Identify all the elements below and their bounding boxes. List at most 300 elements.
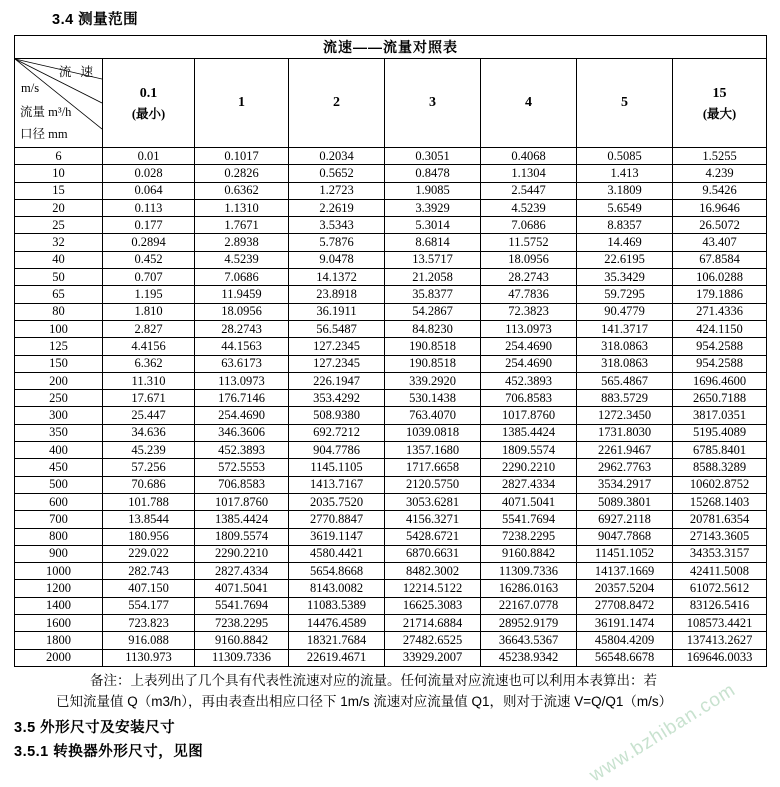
table-note — [14, 671, 766, 713]
cell-flow-rate-5: 9047.7868 — [577, 528, 673, 545]
cell-flow-rate-3: 763.4070 — [385, 407, 481, 424]
cell-diameter: 700 — [15, 511, 103, 528]
cell-flow-rate-5: 90.4779 — [577, 303, 673, 320]
cell-flow-rate-5: 45804.4209 — [577, 632, 673, 649]
cell-diameter: 350 — [15, 424, 103, 441]
table-row — [15, 182, 767, 199]
cell-flow-rate-5: 2962.7763 — [577, 459, 673, 476]
cell-flow-rate-6: 34353.3157 — [673, 545, 767, 562]
cell-flow-rate-1: 1.1310 — [195, 199, 289, 216]
cell-flow-rate-1: 0.2826 — [195, 165, 289, 182]
cell-flow-rate-6: 10602.8752 — [673, 476, 767, 493]
cell-flow-rate-1: 63.6173 — [195, 355, 289, 372]
cell-flow-rate-6: 61072.5612 — [673, 580, 767, 597]
cell-flow-rate-5: 5.6549 — [577, 199, 673, 216]
cell-flow-rate-5: 3.1809 — [577, 182, 673, 199]
cell-flow-rate-5: 5089.3801 — [577, 493, 673, 510]
column-header-4-value: 4 — [525, 94, 532, 110]
cell-flow-rate-5: 318.0863 — [577, 355, 673, 372]
column-header-1 — [195, 59, 289, 148]
cell-flow-rate-1: 1.7671 — [195, 217, 289, 234]
column-header-0-value: 0.1 — [139, 85, 158, 101]
table-row — [15, 511, 767, 528]
cell-flow-rate-2: 23.8918 — [289, 286, 385, 303]
cell-flow-rate-5: 59.7295 — [577, 286, 673, 303]
table-row — [15, 303, 767, 320]
cell-diameter: 300 — [15, 407, 103, 424]
cell-flow-rate-6: 15268.1403 — [673, 493, 767, 510]
cell-flow-rate-1: 254.4690 — [195, 407, 289, 424]
cell-flow-rate-3: 13.5717 — [385, 251, 481, 268]
table-row — [15, 597, 767, 614]
cell-flow-rate-0: 1.810 — [103, 303, 195, 320]
cell-flow-rate-3: 339.2920 — [385, 372, 481, 389]
cell-flow-rate-3: 21714.6884 — [385, 615, 481, 632]
cell-flow-rate-6: 8588.3289 — [673, 459, 767, 476]
cell-flow-rate-3: 27482.6525 — [385, 632, 481, 649]
cell-flow-rate-1: 11309.7336 — [195, 649, 289, 666]
cell-flow-rate-4: 254.4690 — [481, 355, 577, 372]
cell-flow-rate-6: 179.1886 — [673, 286, 767, 303]
cell-flow-rate-3: 21.2058 — [385, 269, 481, 286]
cell-flow-rate-3: 8.6814 — [385, 234, 481, 251]
cell-flow-rate-3: 1039.0818 — [385, 424, 481, 441]
cell-flow-rate-1: 113.0973 — [195, 372, 289, 389]
cell-flow-rate-1: 706.8583 — [195, 476, 289, 493]
cell-flow-rate-1: 452.3893 — [195, 442, 289, 459]
cell-flow-rate-1: 18.0956 — [195, 303, 289, 320]
cell-flow-rate-6: 424.1150 — [673, 320, 767, 337]
cell-diameter: 450 — [15, 459, 103, 476]
cell-flow-rate-5: 14.469 — [577, 234, 673, 251]
cell-diameter: 6 — [15, 148, 103, 165]
cell-flow-rate-3: 6870.6631 — [385, 545, 481, 562]
cell-flow-rate-5: 22.6195 — [577, 251, 673, 268]
cell-flow-rate-4: 9160.8842 — [481, 545, 577, 562]
cell-flow-rate-6: 5195.4089 — [673, 424, 767, 441]
cell-flow-rate-3: 530.1438 — [385, 390, 481, 407]
cell-diameter: 15 — [15, 182, 103, 199]
cell-flow-rate-0: 2.827 — [103, 320, 195, 337]
cell-flow-rate-4: 47.7836 — [481, 286, 577, 303]
cell-flow-rate-0: 101.788 — [103, 493, 195, 510]
table-row — [15, 649, 767, 666]
cell-flow-rate-2: 2770.8847 — [289, 511, 385, 528]
cell-flow-rate-2: 127.2345 — [289, 355, 385, 372]
cell-flow-rate-4: 22167.0778 — [481, 597, 577, 614]
cell-flow-rate-3: 54.2867 — [385, 303, 481, 320]
cell-flow-rate-2: 22619.4671 — [289, 649, 385, 666]
table-row — [15, 545, 767, 562]
table-row — [15, 217, 767, 234]
cell-flow-rate-1: 2827.4334 — [195, 563, 289, 580]
cell-flow-rate-0: 0.177 — [103, 217, 195, 234]
cell-diameter: 900 — [15, 545, 103, 562]
cell-diameter: 20 — [15, 199, 103, 216]
column-header-0-sub: (最小) — [131, 107, 166, 122]
table-row — [15, 476, 767, 493]
cell-flow-rate-6: 4.239 — [673, 165, 767, 182]
cell-flow-rate-0: 70.686 — [103, 476, 195, 493]
table-row — [15, 528, 767, 545]
cell-flow-rate-5: 6927.2118 — [577, 511, 673, 528]
cell-flow-rate-6: 26.5072 — [673, 217, 767, 234]
table-title: 流速——流量对照表 — [15, 36, 767, 59]
cell-flow-rate-3: 3053.6281 — [385, 493, 481, 510]
cell-flow-rate-5: 3534.2917 — [577, 476, 673, 493]
cell-flow-rate-3: 0.3051 — [385, 148, 481, 165]
cell-flow-rate-6: 954.2588 — [673, 355, 767, 372]
cell-flow-rate-1: 28.2743 — [195, 320, 289, 337]
cell-flow-rate-3: 1.9085 — [385, 182, 481, 199]
cell-flow-rate-0: 180.956 — [103, 528, 195, 545]
cell-flow-rate-5: 35.3429 — [577, 269, 673, 286]
column-header-0 — [103, 59, 195, 148]
cell-flow-rate-6: 6785.8401 — [673, 442, 767, 459]
table-row — [15, 563, 767, 580]
table-row — [15, 234, 767, 251]
table-row — [15, 442, 767, 459]
cell-diameter: 1600 — [15, 615, 103, 632]
cell-flow-rate-3: 0.8478 — [385, 165, 481, 182]
cell-flow-rate-4: 1385.4424 — [481, 424, 577, 441]
cell-diameter: 10 — [15, 165, 103, 182]
cell-flow-rate-5: 27708.8472 — [577, 597, 673, 614]
cell-flow-rate-0: 34.636 — [103, 424, 195, 441]
cell-flow-rate-0: 0.707 — [103, 269, 195, 286]
cell-flow-rate-2: 1413.7167 — [289, 476, 385, 493]
cell-flow-rate-6: 3817.0351 — [673, 407, 767, 424]
cell-flow-rate-3: 3.3929 — [385, 199, 481, 216]
cell-flow-rate-1: 4.5239 — [195, 251, 289, 268]
table-row — [15, 269, 767, 286]
cell-flow-rate-5: 8.8357 — [577, 217, 673, 234]
cell-flow-rate-6: 108573.4421 — [673, 615, 767, 632]
cell-diameter: 250 — [15, 390, 103, 407]
cell-flow-rate-0: 554.177 — [103, 597, 195, 614]
cell-flow-rate-3: 8482.3002 — [385, 563, 481, 580]
cell-flow-rate-5: 141.3717 — [577, 320, 673, 337]
cell-flow-rate-0: 13.8544 — [103, 511, 195, 528]
table-row — [15, 199, 767, 216]
cell-diameter: 200 — [15, 372, 103, 389]
cell-flow-rate-5: 36191.1474 — [577, 615, 673, 632]
cell-flow-rate-2: 2.2619 — [289, 199, 385, 216]
column-header-5 — [577, 59, 673, 148]
cell-flow-rate-1: 2290.2210 — [195, 545, 289, 562]
cell-flow-rate-4: 28952.9179 — [481, 615, 577, 632]
cell-flow-rate-1: 1809.5574 — [195, 528, 289, 545]
cell-flow-rate-0: 0.2894 — [103, 234, 195, 251]
cell-flow-rate-2: 904.7786 — [289, 442, 385, 459]
cell-flow-rate-4: 18.0956 — [481, 251, 577, 268]
cell-flow-rate-1: 44.1563 — [195, 338, 289, 355]
cell-diameter: 100 — [15, 320, 103, 337]
cell-diameter: 32 — [15, 234, 103, 251]
cell-flow-rate-4: 113.0973 — [481, 320, 577, 337]
cell-flow-rate-2: 5.7876 — [289, 234, 385, 251]
cell-flow-rate-4: 254.4690 — [481, 338, 577, 355]
cell-flow-rate-2: 18321.7684 — [289, 632, 385, 649]
table-row — [15, 493, 767, 510]
cell-diameter: 40 — [15, 251, 103, 268]
cell-flow-rate-2: 2035.7520 — [289, 493, 385, 510]
cell-flow-rate-3: 84.8230 — [385, 320, 481, 337]
cell-flow-rate-0: 723.823 — [103, 615, 195, 632]
cell-flow-rate-2: 36.1911 — [289, 303, 385, 320]
cell-flow-rate-1: 176.7146 — [195, 390, 289, 407]
cell-diameter: 800 — [15, 528, 103, 545]
cell-flow-rate-3: 1357.1680 — [385, 442, 481, 459]
cell-flow-rate-0: 0.01 — [103, 148, 195, 165]
cell-flow-rate-2: 0.2034 — [289, 148, 385, 165]
cell-flow-rate-2: 0.5652 — [289, 165, 385, 182]
flow-velocity-table — [14, 35, 767, 667]
cell-flow-rate-1: 5541.7694 — [195, 597, 289, 614]
table-row — [15, 355, 767, 372]
table-row — [15, 424, 767, 441]
cell-flow-rate-4: 45238.9342 — [481, 649, 577, 666]
table-row — [15, 580, 767, 597]
cell-flow-rate-4: 706.8583 — [481, 390, 577, 407]
cell-flow-rate-6: 1.5255 — [673, 148, 767, 165]
table-row — [15, 615, 767, 632]
cell-flow-rate-6: 137413.2627 — [673, 632, 767, 649]
cell-flow-rate-1: 572.5553 — [195, 459, 289, 476]
cell-flow-rate-2: 14.1372 — [289, 269, 385, 286]
cell-flow-rate-0: 229.022 — [103, 545, 195, 562]
cell-flow-rate-0: 6.362 — [103, 355, 195, 372]
cell-flow-rate-5: 1731.8030 — [577, 424, 673, 441]
cell-flow-rate-2: 8143.0082 — [289, 580, 385, 597]
cell-flow-rate-1: 9160.8842 — [195, 632, 289, 649]
cell-flow-rate-5: 20357.5204 — [577, 580, 673, 597]
cell-flow-rate-0: 282.743 — [103, 563, 195, 580]
cell-flow-rate-4: 1.1304 — [481, 165, 577, 182]
cell-flow-rate-4: 1017.8760 — [481, 407, 577, 424]
heading-3-5-1: 3.5.1 转换器外形尺寸，见图 — [14, 743, 204, 760]
cell-flow-rate-3: 12214.5122 — [385, 580, 481, 597]
cell-flow-rate-6: 2650.7188 — [673, 390, 767, 407]
page-title: 3.4 测量范围 — [52, 12, 139, 28]
cell-diameter: 600 — [15, 493, 103, 510]
column-header-4 — [481, 59, 577, 148]
cell-flow-rate-4: 4071.5041 — [481, 493, 577, 510]
cell-flow-rate-2: 4580.4421 — [289, 545, 385, 562]
cell-flow-rate-3: 5.3014 — [385, 217, 481, 234]
cell-diameter: 50 — [15, 269, 103, 286]
cell-flow-rate-1: 1017.8760 — [195, 493, 289, 510]
table-header-row — [15, 59, 767, 148]
cell-flow-rate-1: 11.9459 — [195, 286, 289, 303]
table-row — [15, 632, 767, 649]
cell-flow-rate-6: 106.0288 — [673, 269, 767, 286]
cell-flow-rate-0: 11.310 — [103, 372, 195, 389]
column-header-1-value: 1 — [238, 94, 245, 110]
cell-flow-rate-5: 0.5085 — [577, 148, 673, 165]
cell-flow-rate-3: 33929.2007 — [385, 649, 481, 666]
cell-flow-rate-1: 7.0686 — [195, 269, 289, 286]
cell-flow-rate-6: 67.8584 — [673, 251, 767, 268]
cell-flow-rate-6: 16.9646 — [673, 199, 767, 216]
cell-flow-rate-1: 0.1017 — [195, 148, 289, 165]
cell-diameter: 1200 — [15, 580, 103, 597]
corner-label-flow-rate: 流量 m³/h — [20, 105, 72, 119]
cell-flow-rate-2: 5654.8668 — [289, 563, 385, 580]
cell-flow-rate-3: 190.8518 — [385, 355, 481, 372]
cell-flow-rate-2: 1.2723 — [289, 182, 385, 199]
table-row — [15, 459, 767, 476]
table-row — [15, 407, 767, 424]
cell-flow-rate-5: 11451.1052 — [577, 545, 673, 562]
cell-flow-rate-4: 7238.2295 — [481, 528, 577, 545]
cell-flow-rate-2: 226.1947 — [289, 372, 385, 389]
cell-flow-rate-2: 692.7212 — [289, 424, 385, 441]
cell-flow-rate-4: 36643.5367 — [481, 632, 577, 649]
cell-flow-rate-2: 3619.1147 — [289, 528, 385, 545]
cell-flow-rate-0: 25.447 — [103, 407, 195, 424]
table-title-row — [15, 36, 767, 59]
cell-flow-rate-4: 72.3823 — [481, 303, 577, 320]
cell-flow-rate-4: 5541.7694 — [481, 511, 577, 528]
table-row — [15, 372, 767, 389]
cell-flow-rate-6: 1696.4600 — [673, 372, 767, 389]
cell-flow-rate-0: 4.4156 — [103, 338, 195, 355]
cell-diameter: 2000 — [15, 649, 103, 666]
cell-flow-rate-2: 11083.5389 — [289, 597, 385, 614]
column-header-2-value: 2 — [333, 94, 340, 110]
table-row — [15, 148, 767, 165]
table-row — [15, 251, 767, 268]
cell-flow-rate-5: 1.413 — [577, 165, 673, 182]
cell-flow-rate-4: 452.3893 — [481, 372, 577, 389]
cell-flow-rate-6: 954.2588 — [673, 338, 767, 355]
table-body — [15, 148, 767, 667]
cell-diameter: 400 — [15, 442, 103, 459]
cell-flow-rate-4: 0.4068 — [481, 148, 577, 165]
cell-flow-rate-6: 42411.5008 — [673, 563, 767, 580]
cell-flow-rate-1: 7238.2295 — [195, 615, 289, 632]
watermark: www.bzhiban.com — [585, 679, 740, 787]
cell-flow-rate-0: 0.452 — [103, 251, 195, 268]
cell-flow-rate-4: 7.0686 — [481, 217, 577, 234]
cell-flow-rate-3: 5428.6721 — [385, 528, 481, 545]
table-row — [15, 390, 767, 407]
cell-diameter: 80 — [15, 303, 103, 320]
cell-flow-rate-4: 2290.2210 — [481, 459, 577, 476]
cell-flow-rate-3: 35.8377 — [385, 286, 481, 303]
cell-flow-rate-4: 2.5447 — [481, 182, 577, 199]
cell-flow-rate-5: 318.0863 — [577, 338, 673, 355]
cell-flow-rate-2: 3.5343 — [289, 217, 385, 234]
cell-flow-rate-2: 14476.4589 — [289, 615, 385, 632]
table-corner-cell — [15, 59, 103, 148]
cell-flow-rate-1: 1385.4424 — [195, 511, 289, 528]
cell-flow-rate-2: 9.0478 — [289, 251, 385, 268]
column-header-2 — [289, 59, 385, 148]
column-header-6-value: 15 — [712, 85, 727, 101]
cell-flow-rate-6: 9.5426 — [673, 182, 767, 199]
cell-flow-rate-1: 2.8938 — [195, 234, 289, 251]
cell-diameter: 125 — [15, 338, 103, 355]
cell-flow-rate-5: 883.5729 — [577, 390, 673, 407]
cell-flow-rate-2: 127.2345 — [289, 338, 385, 355]
cell-flow-rate-5: 1272.3450 — [577, 407, 673, 424]
cell-diameter: 500 — [15, 476, 103, 493]
cell-flow-rate-6: 27143.3605 — [673, 528, 767, 545]
cell-flow-rate-0: 45.239 — [103, 442, 195, 459]
cell-flow-rate-0: 916.088 — [103, 632, 195, 649]
cell-diameter: 1800 — [15, 632, 103, 649]
cell-diameter: 65 — [15, 286, 103, 303]
column-header-6-sub: (最大) — [702, 107, 737, 122]
note-line-2: 已知流量值 Q（m3/h），再由表查出相应口径下 1m/s 流速对应流量值 Q1，则对于流速 V=Q/Q1（m/s） — [56, 693, 673, 709]
cell-flow-rate-6: 169646.0033 — [673, 649, 767, 666]
cell-flow-rate-4: 2827.4334 — [481, 476, 577, 493]
note-line-1: 备注：上表列出了几个具有代表性流速对应的流量。任何流量对应流速也可以利用本表算出：若 — [90, 672, 657, 688]
cell-flow-rate-0: 57.256 — [103, 459, 195, 476]
column-header-3 — [385, 59, 481, 148]
cell-diameter: 1000 — [15, 563, 103, 580]
cell-flow-rate-4: 11.5752 — [481, 234, 577, 251]
cell-flow-rate-3: 16625.3083 — [385, 597, 481, 614]
cell-flow-rate-4: 16286.0163 — [481, 580, 577, 597]
table-row — [15, 338, 767, 355]
cell-flow-rate-1: 0.6362 — [195, 182, 289, 199]
corner-label-flow-speed: 流 速 — [58, 65, 96, 79]
cell-diameter: 150 — [15, 355, 103, 372]
cell-flow-rate-3: 4156.3271 — [385, 511, 481, 528]
cell-flow-rate-4: 28.2743 — [481, 269, 577, 286]
cell-flow-rate-1: 4071.5041 — [195, 580, 289, 597]
cell-flow-rate-4: 11309.7336 — [481, 563, 577, 580]
table-row — [15, 320, 767, 337]
heading-3-5: 3.5 外形尺寸及安装尺寸 — [14, 719, 176, 736]
cell-flow-rate-3: 2120.5750 — [385, 476, 481, 493]
cell-flow-rate-4: 1809.5574 — [481, 442, 577, 459]
cell-flow-rate-0: 1.195 — [103, 286, 195, 303]
cell-flow-rate-1: 346.3606 — [195, 424, 289, 441]
table-row — [15, 165, 767, 182]
cell-flow-rate-5: 2261.9467 — [577, 442, 673, 459]
cell-flow-rate-3: 190.8518 — [385, 338, 481, 355]
corner-label-diameter: 口径 mm — [20, 127, 68, 141]
cell-flow-rate-2: 1145.1105 — [289, 459, 385, 476]
cell-flow-rate-0: 0.064 — [103, 182, 195, 199]
column-header-6 — [673, 59, 767, 148]
cell-diameter: 25 — [15, 217, 103, 234]
column-header-3-value: 3 — [429, 94, 436, 110]
cell-flow-rate-6: 83126.5416 — [673, 597, 767, 614]
cell-flow-rate-0: 0.028 — [103, 165, 195, 182]
cell-diameter: 1400 — [15, 597, 103, 614]
cell-flow-rate-0: 1130.973 — [103, 649, 195, 666]
cell-flow-rate-0: 0.113 — [103, 199, 195, 216]
cell-flow-rate-4: 4.5239 — [481, 199, 577, 216]
cell-flow-rate-2: 353.4292 — [289, 390, 385, 407]
cell-flow-rate-6: 43.407 — [673, 234, 767, 251]
cell-flow-rate-5: 14137.1669 — [577, 563, 673, 580]
cell-flow-rate-2: 56.5487 — [289, 320, 385, 337]
cell-flow-rate-5: 56548.6678 — [577, 649, 673, 666]
cell-flow-rate-0: 407.150 — [103, 580, 195, 597]
table-row — [15, 286, 767, 303]
column-header-5-value: 5 — [621, 94, 628, 110]
cell-flow-rate-2: 508.9380 — [289, 407, 385, 424]
cell-flow-rate-6: 271.4336 — [673, 303, 767, 320]
cell-flow-rate-0: 17.671 — [103, 390, 195, 407]
corner-label-unit-ms: m/s — [21, 81, 40, 95]
